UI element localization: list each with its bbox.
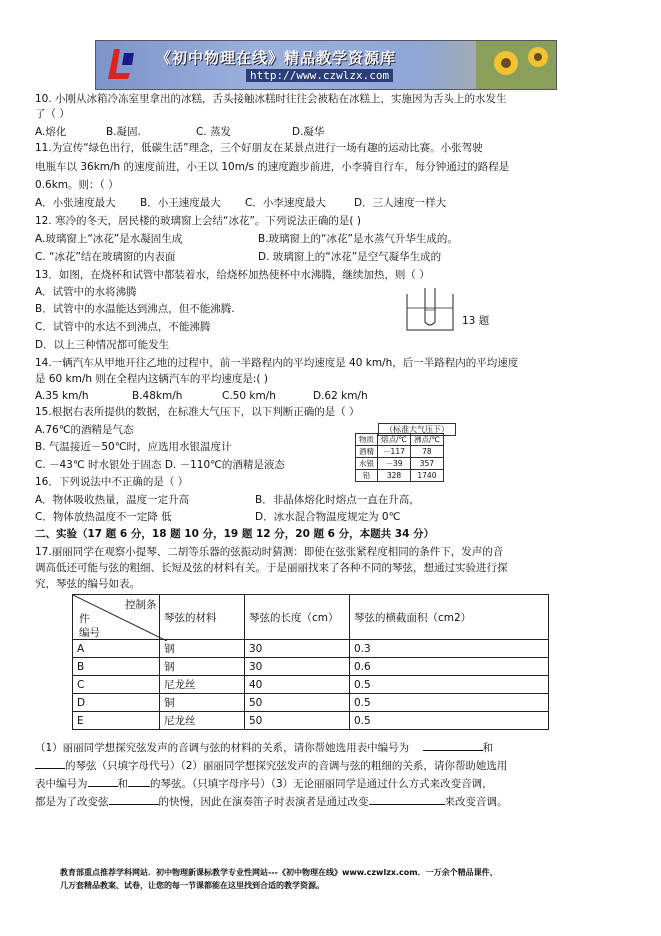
q17-stem-line2: 调高低还可能与弦的粗细、长短及弦的材料有关。于是丽丽找来了各种不同的琴弦，想通过实验进行探 [35,562,508,574]
table-row [356,458,444,470]
q12-stem: 12. 寒冷的冬天，居民楼的玻璃窗上会结“冰花”。下列说法正确的是( ) [35,215,361,227]
corner-label-mid: 件 [79,613,90,625]
table-cell: 尼龙丝 [160,676,245,694]
q17-answer-line2 [35,758,507,773]
q13-option-d: D．以上三种情况都可能发生 [35,339,170,351]
q11-stem-line3: 0.6km。则：（ ） [35,179,119,191]
q17-stem-line3: 究，琴弦的编号如表。 [35,578,140,590]
table-cell: B [73,658,160,676]
q16-option-a: A．物体吸收热量，温度一定升高 [35,494,190,506]
sunflower-image-icon [476,41,556,89]
answer-blank[interactable] [423,740,483,751]
q13-figure-label: 13 题 [462,315,490,327]
table-cell: D [73,694,160,712]
q17-part3-text: 的琴弦。（只填字母序号）（3）无论丽丽同学是通过什么方式来改变音调， [150,778,493,790]
strings-table [72,594,549,730]
table-cell: A [73,640,160,658]
q10-stem-line2: 了（ ） [35,108,70,120]
table-cell: C [73,676,160,694]
site-logo-icon [106,45,140,83]
beaker-testtube-figure [403,286,459,334]
table-row [73,658,549,676]
q10-option-d: D.凝华 [292,126,325,138]
q16-option-b: B．非晶体熔化时熔点一直在升高， [255,494,420,506]
q17-answer-line3 [35,776,493,791]
q17-part1-text: （1）丽丽同学想探究弦发声的音调与弦的材料的关系，请你帮她选用表中编号为 [35,742,410,754]
table-cell: 357 [410,458,443,470]
q15-option-b: B. 气温接近－50℃时，应选用水银温度计 [35,441,232,453]
header-cell: 琴弦的横截面积（cm2） [350,595,549,640]
q17-answer-line1 [35,740,493,755]
answer-blank[interactable] [369,794,445,805]
table-cell: 钢 [160,640,245,658]
table-cell: －39 [378,458,411,470]
q14-option-a: A.35 km/h [35,390,89,402]
q11-stem-line1: 11.为宣传“绿色出行，低碳生活”理念，三个好朋友在某景点进行一场有趣的运动比赛。小张驾驶 [35,142,483,154]
table-cell: 1740 [410,470,443,482]
table-cell: 铅 [356,470,378,482]
table-row [73,694,549,712]
q16-stem: 16．下列说法中不正确的是（ ） [35,476,189,488]
header-banner [95,40,557,90]
q12-option-c: C. “冰花”结在玻璃窗的内表面 [35,251,176,263]
q11-option-d: D．三人速度一样大 [354,197,447,209]
q17-part3-end: 来改变音调。 [444,796,508,808]
table-cell: 水银 [356,458,378,470]
table-cell: 0.5 [350,676,549,694]
q10-option-a: A.熔化 [35,126,67,138]
q14-stem-line1: 14.一辆汽车从甲地开往乙地的过程中，前一半路程内的平均速度是 40 km/h，后一半路程内的平均速度 [35,357,519,369]
q11-option-b: B．小王速度最大 [140,197,221,209]
header-cell: 熔点/℃ [378,434,411,446]
header-cell: 琴弦的材料 [160,595,245,640]
q12-option-b: B.玻璃窗上的“冰花”是水蒸气升华生成的。 [258,233,458,245]
section-heading: 二、实验（17 题 6 分，18 题 10 分，19 题 12 分，20 题 6 分，本题共 34 分） [35,528,435,540]
q13-option-c: C．试管中的水达不到沸点，不能沸腾 [35,321,211,333]
q16-option-c: C．物体放热温度不一定降 低 [35,511,172,523]
table-row [73,640,549,658]
table-cell: 30 [245,640,350,658]
q11-stem-line2: 电瓶车以 36km/h 的速度前进，小王以 10m/s 的速度跑步前进，小李骑自行车，每分钟通过的路程是 [35,161,510,173]
q17-part3-mid: 的快慢，因此在演奏笛子时表演者是通过改变 [158,796,369,808]
q17-part3-cont: 都是为了改变弦 [35,796,109,808]
q14-option-c: C.50 km/h [222,390,276,402]
table-cell: －117 [378,446,411,458]
header-cell: 物质 [356,434,378,446]
properties-table [355,433,444,482]
table-cell: 0.5 [350,694,549,712]
table-cell: 78 [410,446,443,458]
q12-option-d: D. 玻璃窗上的“冰花”是空气凝华生成的 [258,251,442,263]
q14-option-b: B.48km/h [132,390,183,402]
answer-blank[interactable] [109,794,159,805]
table-cell: 30 [245,658,350,676]
banner-title: 《初中物理在线》精品教学资源库 [156,49,397,67]
q13-option-a: A．试管中的水将沸腾 [35,286,137,298]
q17-answer-line4 [35,794,508,809]
table-cell: 酒精 [356,446,378,458]
table-cell: 尼龙丝 [160,712,245,730]
answer-blank[interactable] [35,758,65,769]
table-cell: 铜 [160,694,245,712]
q10-option-b: B.凝固. [106,126,141,138]
header-cell: 琴弦的长度（cm） [245,595,350,640]
table-row [73,712,549,730]
q12-option-a: A.玻璃窗上“冰花”是水凝固生成 [35,233,183,245]
properties-table-header [356,434,444,446]
corner-label-top: 控制条 [125,599,157,611]
and-text: 和 [117,778,128,790]
q13-stem: 13．如图，在烧杯和试管中都装着水，给烧杯加热使杯中水沸腾，继续加热，则（ ） [35,269,430,281]
table-row [356,470,444,482]
q16-option-d: D．冰水混合物温度规定为 0℃ [255,511,401,523]
table-cell: 0.5 [350,712,549,730]
table-cell: 50 [245,694,350,712]
corner-header-cell [73,595,160,640]
q15-stem: 15.根据右表所提供的数据，在标准大气压下，以下判断正确的是（ ） [35,406,360,418]
strings-table-header [73,595,549,640]
answer-blank[interactable] [88,776,118,787]
q17-part2-text: 的琴弦（只填字母代号）（2）丽丽同学想探究弦发声的音调与弦的粗细的关系，请你帮助她选用 [65,760,508,772]
q14-option-d: D.62 km/h [313,390,368,402]
corner-label-bottom: 编号 [79,627,100,639]
q11-option-a: A．小张速度最大 [35,197,116,209]
answer-blank[interactable] [128,776,150,787]
q10-option-c: C. 蒸发 [196,126,232,138]
q17-stem-line1: 17.丽丽同学在观察小提琴、二胡等乐器的弦振动时猜测：即使在弦张紧程度相同的条件下，发声的音 [35,546,504,558]
table-cell: 328 [378,470,411,482]
q10-stem-line1: 10. 小刚从冰箱冷冻室里拿出的冰糕，舌头接触冰糕时往往会被粘在冰糕上，实施因为舌头上的水发生 [35,93,507,105]
table-cell: 50 [245,712,350,730]
header-cell: 沸点/℃ [410,434,443,446]
table-cell: E [73,712,160,730]
properties-table-caption: （标准大气压下） [378,423,456,436]
table-row [73,676,549,694]
table-cell: 0.6 [350,658,549,676]
table-row [356,446,444,458]
footer-line1: 教育部重点推荐学科网站．初中物理新课标教学专业性网站---《初中物理在线》www.czwlzx.com．一万余个精品课件、 [60,868,498,877]
banner-url[interactable]: http://www.czwlzx.com [246,69,393,82]
q17-part2-cont: 表中编号为 [35,778,88,790]
and-text: 和 [482,742,494,754]
q11-option-c: C．小李速度最大 [245,197,326,209]
table-cell: 0.3 [350,640,549,658]
table-cell: 钢 [160,658,245,676]
footer-line2: 几万套精品教案、试卷，让您的每一节课都能在这里找到合适的教学资源。 [60,881,324,890]
q13-option-b: B．试管中的水温能达到沸点，但不能沸腾. [35,303,235,315]
q15-option-a: A.76℃的酒精是气态 [35,424,134,436]
table-cell: 40 [245,676,350,694]
q14-stem-line2: 是 60 km/h 则在全程内这辆汽车的平均速度是:( ) [35,373,268,385]
q15-option-c-d: C. －43℃ 时水银处于固态 D. －110℃的酒精是液态 [35,459,285,471]
